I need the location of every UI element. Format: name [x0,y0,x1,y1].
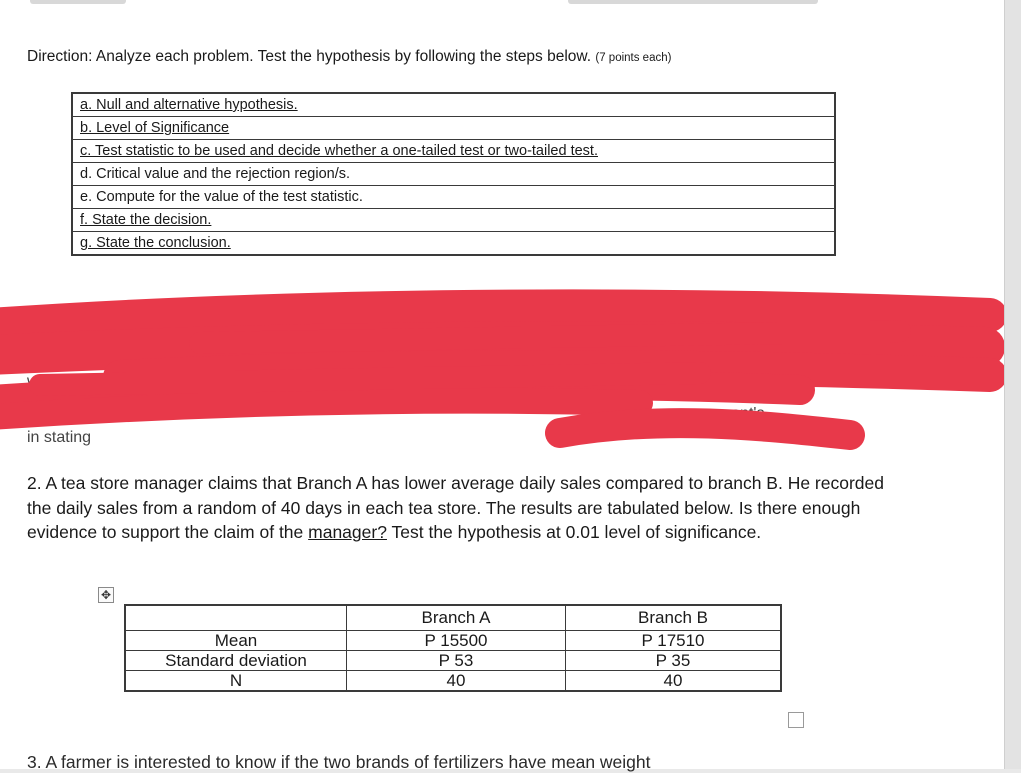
steps-table [71,92,836,256]
table-cell: P 15500 [347,631,566,651]
problem1-line2: with th [27,373,74,390]
step-row [73,209,834,232]
direction-text: Direction: Analyze each problem. Test the hypothesis by following the steps below. [27,48,592,65]
step-text: g. State the conclusion. [80,235,231,251]
directions [27,48,671,66]
window-right-edge [1004,0,1021,769]
step-row [73,163,834,186]
step-text: a. Null and alternative hypothesis. [80,97,298,113]
problem3-cutoff-text: 3. A farmer is interested to know if the two brands of fertilizers have mean weight [27,752,651,772]
table-row [125,605,781,631]
table-cell: P 17510 [566,631,782,651]
table-cell [125,605,347,631]
table-cell: 40 [566,671,782,692]
step-text: e. Compute for the value of the test statistic. [80,189,363,205]
problem2-tail: Test the hypothesis at 0.01 level of significance. [386,522,762,542]
table-cell: 40 [347,671,566,692]
step-row [73,186,834,209]
table-cell: Mean [125,631,347,651]
step-text: f. State the decision. [80,212,212,228]
table-cell: Standard deviation [125,651,347,671]
step-text: b. Level of Significance [80,120,230,136]
step-row [73,117,834,140]
cropped-text-fragment [568,0,818,4]
table-cell: P 35 [566,651,782,671]
table-row [125,671,781,692]
table-cell: N [125,671,347,692]
problem1-line4: in stating [27,429,92,446]
problem1-line3: management's [660,405,765,422]
problem2-text [27,471,907,545]
step-row [73,140,834,163]
table-header-cell: Branch B [566,605,782,631]
table-header-cell: Branch A [347,605,566,631]
problem2-underlined-word: manager? [308,522,387,542]
table-row [125,651,781,671]
table-row [125,631,781,651]
table-move-icon[interactable]: ✥ [98,587,114,603]
problem2-intro: 2. A tea store manager claims that Branch A has lower average daily sales compared to branch B. He recorded the daily sales from a random of 40 days in each tea store. The results are tabulated below. Is there enough evidence to support the claim of the [27,473,884,542]
points-note: (7 points each) [595,52,672,64]
step-row [73,94,834,117]
problem1-line1: 1. In [27,311,59,328]
table-resize-handle[interactable] [788,712,804,728]
step-row [73,232,834,254]
step-text: c. Test statistic to be used and decide whether a one-tailed test or two-tailed test. [80,143,598,159]
step-text: d. Critical value and the rejection region/s. [80,166,351,182]
table-cell: P 53 [347,651,566,671]
red-redaction-scribble [0,285,1004,460]
cropped-text-fragment [30,0,126,4]
sales-table [124,604,782,692]
